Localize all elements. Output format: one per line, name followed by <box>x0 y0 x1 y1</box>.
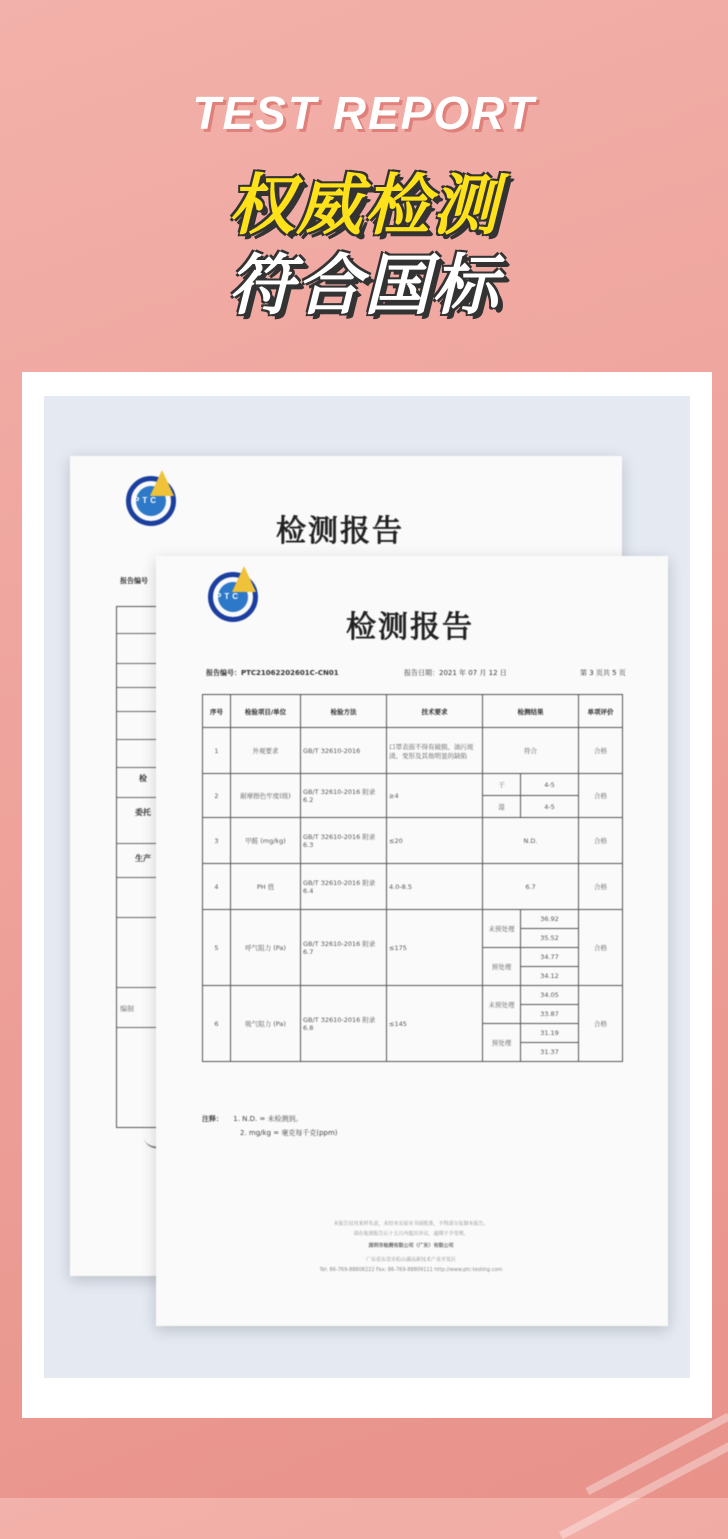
hero-title-authority: 权威检测 <box>228 167 500 244</box>
table-cell: 1 <box>203 728 231 774</box>
table-cell: N.D. <box>483 818 579 864</box>
table-row <box>203 818 623 864</box>
footer-contact: Tel: 86-769-88808222 Fax: 86-769-88809111 http://www.ptc-testing.com <box>319 1267 503 1273</box>
table-cell: 34.05 <box>521 986 579 1005</box>
ptc-logo-icon: PTC <box>126 470 182 526</box>
back-side-mark: 检 <box>139 774 147 783</box>
table-cell: 6.7 <box>483 864 579 910</box>
table-row <box>203 910 623 929</box>
table-cell: 干 <box>483 774 521 796</box>
table-cell: 合格 <box>579 774 623 818</box>
table-cell: 呼气阻力 (Pa) <box>231 910 301 986</box>
table-cell: 33.87 <box>521 1005 579 1024</box>
table-cell: 36.92 <box>521 910 579 929</box>
column-header: 检验方法 <box>301 695 387 728</box>
notes-block <box>202 1112 338 1140</box>
report-page-front <box>156 556 668 1326</box>
footer-address: 广东省东莞市松山湖高新技术产业开发区 <box>365 1257 456 1263</box>
column-header: 单项评价 <box>579 695 623 728</box>
ptc-logo-icon: PTC <box>208 566 264 622</box>
table-row <box>203 986 623 1005</box>
table-cell: 合格 <box>579 910 623 986</box>
table-cell: 34.77 <box>521 948 579 967</box>
table-cell: ≤20 <box>387 818 483 864</box>
note-item: 1. N.D. = 未检测到。 <box>233 1115 303 1123</box>
table-cell: GB/T 32610-2016 附录 6.2 <box>301 774 387 818</box>
notes-label: 注释： <box>202 1115 223 1123</box>
hero-title-english: TEST REPORT <box>192 87 536 139</box>
table-cell: 预处理 <box>483 948 521 986</box>
table-cell: GB/T 32610-2016 附录 6.7 <box>301 910 387 986</box>
table-cell: GB/T 32610-2016 <box>301 728 387 774</box>
table-cell: 31.37 <box>521 1043 579 1062</box>
table-cell: 3 <box>203 818 231 864</box>
table-cell: 4 <box>203 864 231 910</box>
table-cell: 未预处理 <box>483 986 521 1024</box>
back-side-mark: 生产 <box>135 854 151 863</box>
table-cell: 耐摩擦色牢度(级) <box>231 774 301 818</box>
table-row <box>203 864 623 910</box>
table-cell: 35.52 <box>521 929 579 948</box>
table-cell: 2 <box>203 774 231 818</box>
hero-title-standard: 符合国标 <box>228 247 500 324</box>
table-row <box>203 774 623 796</box>
table-cell: GB/T 32610-2016 附录 6.4 <box>301 864 387 910</box>
table-cell: 吸气阻力 (Pa) <box>231 986 301 1062</box>
results-table <box>202 694 623 1062</box>
column-header: 检测结果 <box>483 695 579 728</box>
table-cell: 34.12 <box>521 967 579 986</box>
table-cell: ≤175 <box>387 910 483 986</box>
report-date: 报告日期：2021 年 07 月 12 日 <box>404 669 507 677</box>
table-cell: 未预处理 <box>483 910 521 948</box>
table-cell: 4.0-8.5 <box>387 864 483 910</box>
table-header-row <box>203 695 623 728</box>
back-side-mark: 委托 <box>135 808 151 817</box>
table-cell: 口罩表面不得有破损、油污斑渍、变形及其他明显的缺陷 <box>387 728 483 774</box>
decorative-stripe <box>559 1429 728 1539</box>
table-cell: GB/T 32610-2016 附录 6.8 <box>301 986 387 1062</box>
table-row <box>203 728 623 774</box>
table-cell: 湿 <box>483 796 521 818</box>
report-backdrop <box>44 396 690 1378</box>
back-report-no-label: 报告编号 <box>120 577 148 585</box>
table-cell: 合格 <box>579 864 623 910</box>
footer-company: 深圳市检测有限公司（广东）有限公司 <box>368 1243 454 1249</box>
table-cell: 符合 <box>483 728 579 774</box>
table-cell: 4-5 <box>521 796 579 818</box>
footer-disclaimer: 请在收到报告后十五日内提出异议，逾期不予受理。 <box>353 1231 469 1237</box>
table-cell: 合格 <box>579 986 623 1062</box>
back-page-title: 检测报告 <box>276 514 404 549</box>
column-header: 检验项目/单位 <box>231 695 301 728</box>
table-cell: 合格 <box>579 818 623 864</box>
report-number: 报告编号：PTC21062202601C-CN01 <box>206 669 339 677</box>
footer-disclaimer: 本报告仅对来样负责，未经本实验室书面批准，不得部分复制本报告。 <box>333 1221 489 1227</box>
column-header: 序号 <box>203 695 231 728</box>
note-item: 2. mg/kg = 毫克每千克(ppm) <box>240 1129 338 1137</box>
front-page-title: 检测报告 <box>346 610 474 645</box>
table-cell: 6 <box>203 986 231 1062</box>
table-cell: 外观要求 <box>231 728 301 774</box>
table-cell: ≤145 <box>387 986 483 1062</box>
column-header: 技术要求 <box>387 695 483 728</box>
table-cell: 合格 <box>579 728 623 774</box>
table-cell: 预处理 <box>483 1024 521 1062</box>
table-cell: 甲醛 (mg/kg) <box>231 818 301 864</box>
page-info: 第 3 页共 5 页 <box>580 669 626 677</box>
back-prepared-label: 编制 <box>120 1005 134 1013</box>
report-frame <box>22 372 712 1418</box>
table-cell: 5 <box>203 910 231 986</box>
hero-banner <box>0 0 728 360</box>
table-cell: PH 值 <box>231 864 301 910</box>
table-cell: ≥4 <box>387 774 483 818</box>
table-cell: 31.19 <box>521 1024 579 1043</box>
table-cell: GB/T 32610-2016 附录 6.3 <box>301 818 387 864</box>
table-cell: 4-5 <box>521 774 579 796</box>
